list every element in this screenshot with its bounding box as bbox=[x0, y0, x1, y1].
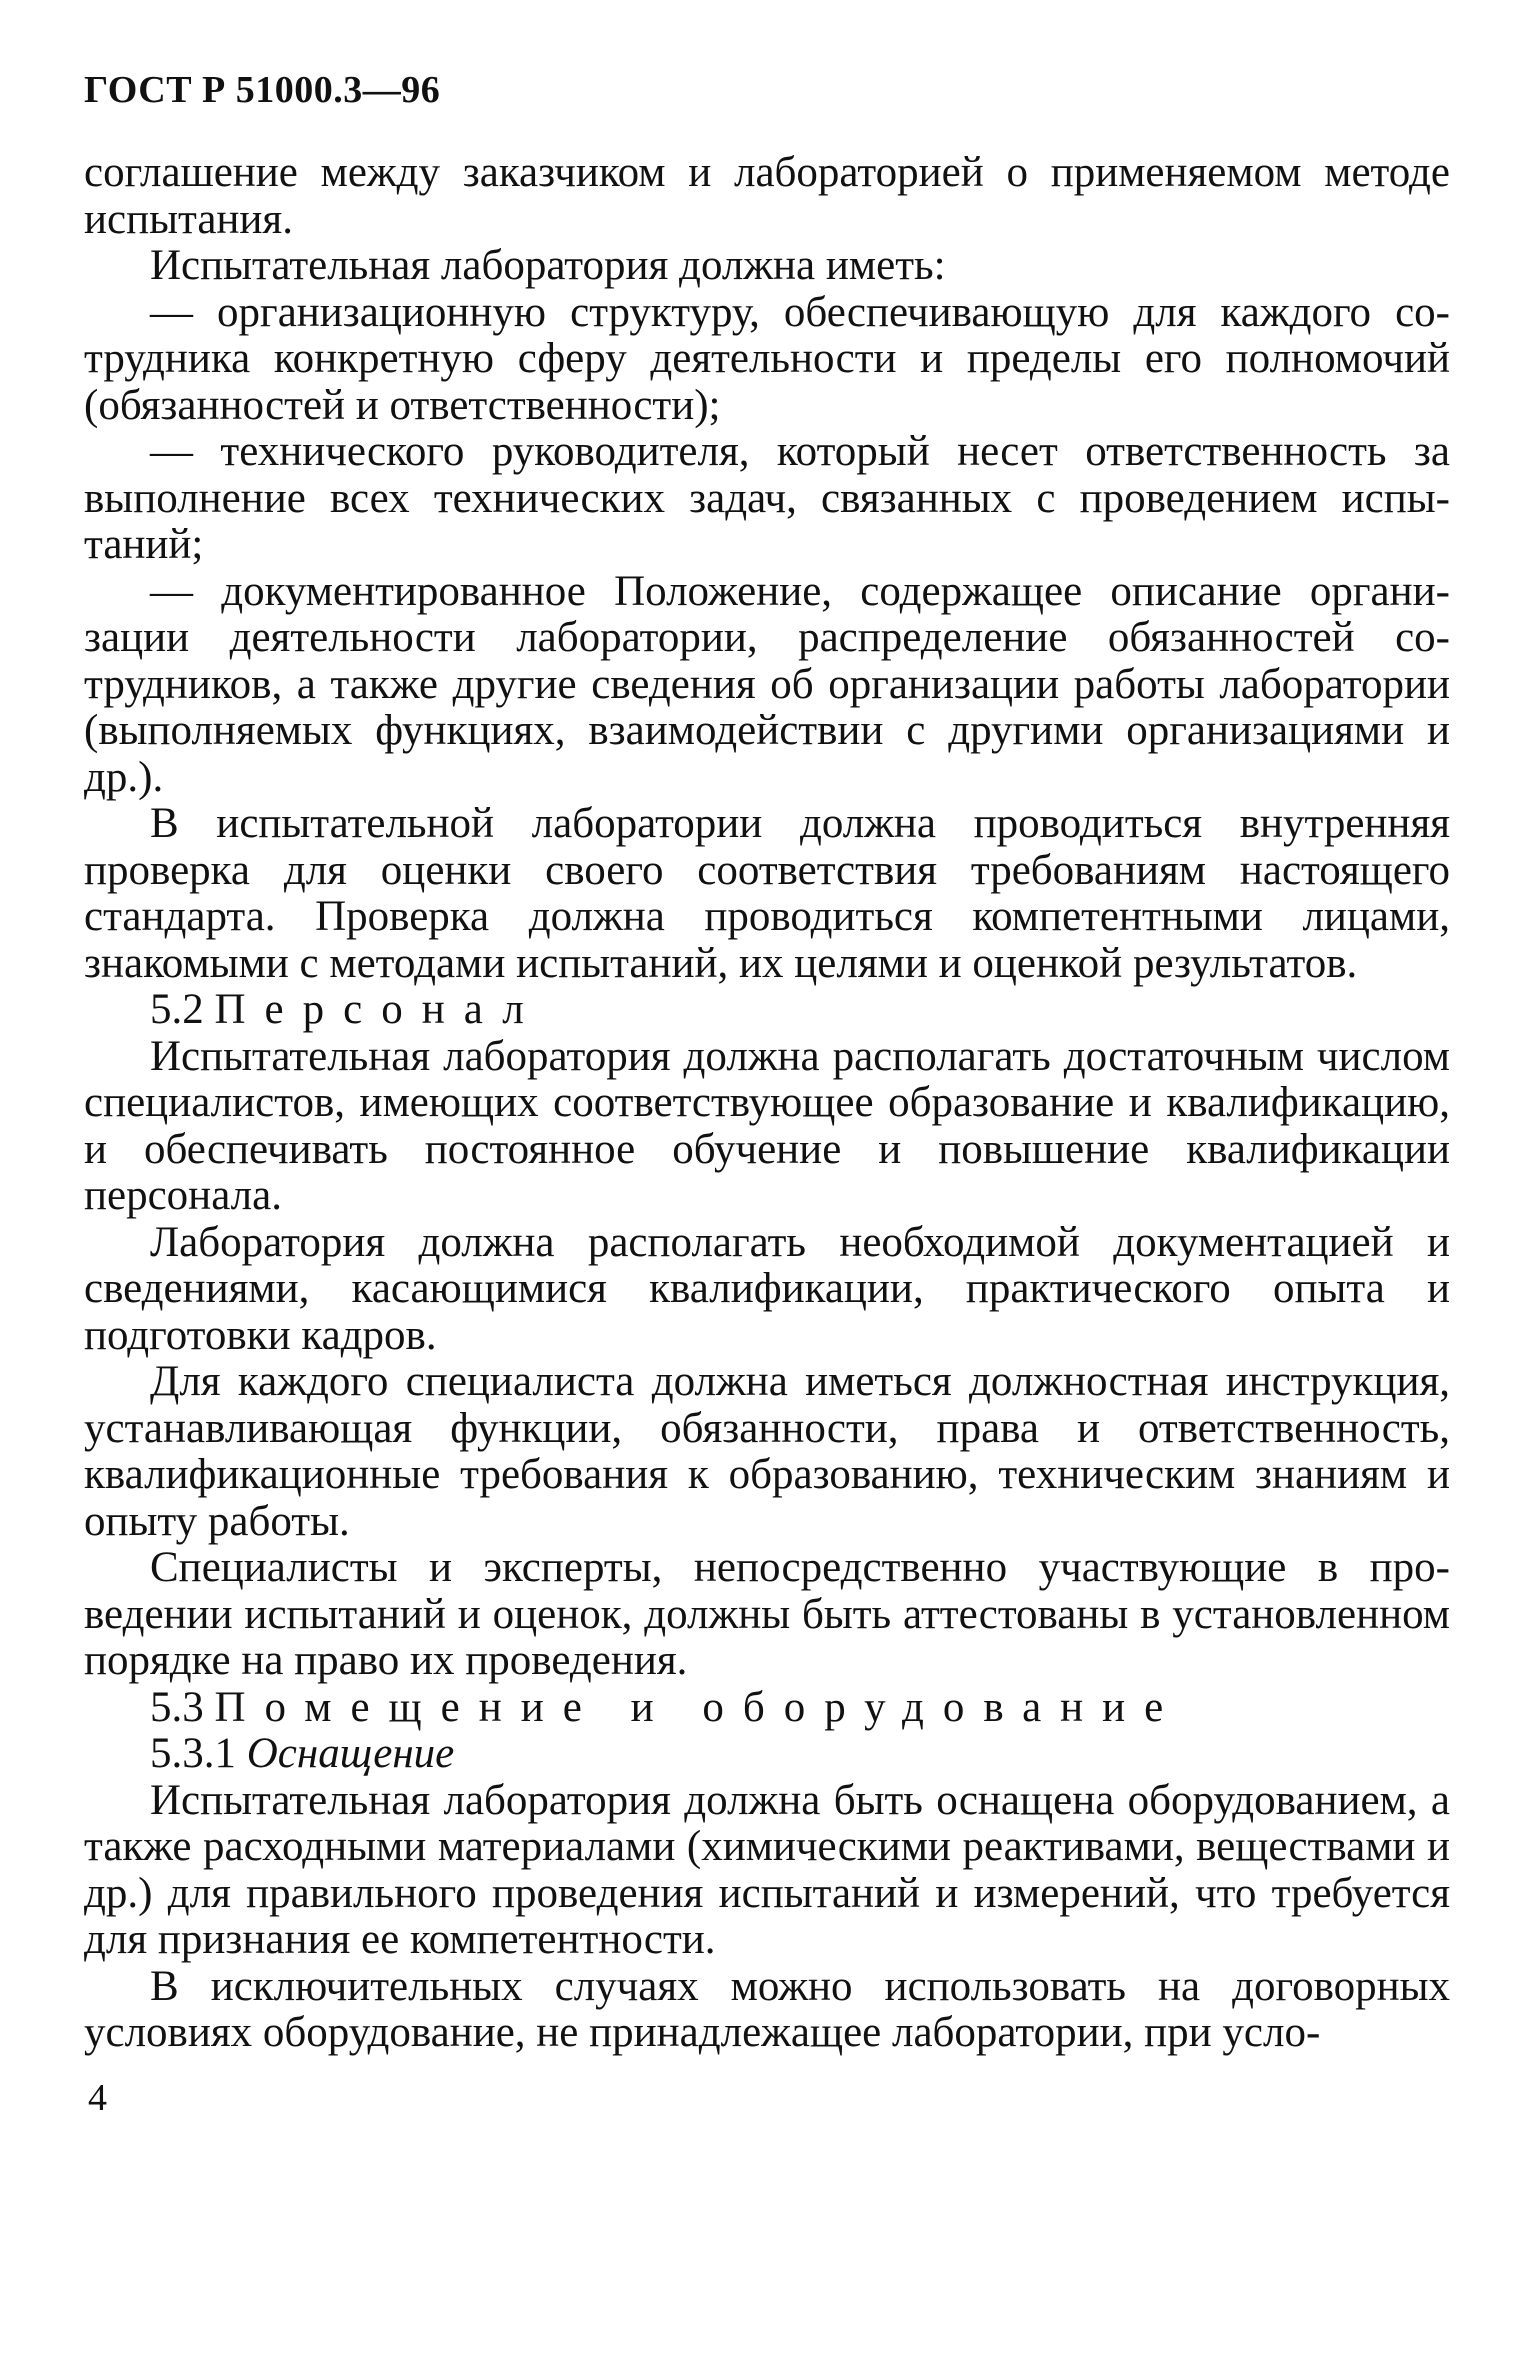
subsection-heading-5-3-1 bbox=[84, 1731, 1450, 1778]
paragraph-continuation: соглашение между заказчиком и лабораторией о применяемом методе испытания. bbox=[84, 149, 1450, 243]
paragraph-equipment-1: Испытательная лаборатория должна быть оснащена оборудованием, а также расходными материалами (химическими реактивами, веществами и др.) для правильного проведения испытаний и измерений, что требуется для признания ее компетентности. bbox=[84, 1776, 1450, 1963]
page-body bbox=[84, 150, 1450, 2057]
paragraph-internal-audit: В испытательной лаборатории должна проводиться внутренняя проверка для оценки своего соответствия требованиям настоящего стандарта. Проверка должна проводиться компетентными лицами, знакомыми с методами испытаний, их целями и оценкой результатов. bbox=[84, 800, 1450, 987]
subsection-title: Оснащение bbox=[246, 1730, 455, 1777]
list-item-structure: — организационную структуру, обеспечивающую для каждого сотрудника конкретную сферу деятельности и пределы его полномочий (обязанностей и ответственности); bbox=[84, 288, 1450, 429]
section-title: Персонал bbox=[214, 986, 543, 1033]
section-heading-5-2 bbox=[84, 987, 1450, 1034]
paragraph-personnel-1: Испытательная лаборатория должна располагать достаточным числом специалистов, имеющих соответствующее образование и квалификацию, и обеспечивать постоянное обучение и повышение квалификации персонала. bbox=[84, 1032, 1450, 1219]
paragraph-personnel-3: Для каждого специалиста должна иметься должностная инструкция, устанавливающая функции, обязанности, права и ответственность, квалификационные требования к образованию, техническим знаниям и опыту работы. bbox=[84, 1358, 1450, 1545]
paragraph-personnel-4: Специалисты и эксперты, непосредственно участвующие в проведении испытаний и оценок, должны быть аттестованы в установленном порядке на право их проведения. bbox=[84, 1544, 1450, 1684]
paragraph-equipment-2: В исключительных случаях можно использовать на договорных условиях оборудование, не принадлежащее лаборатории, при усло- bbox=[84, 1962, 1450, 2056]
section-heading-5-3 bbox=[84, 1685, 1450, 1732]
section-number: 5.3 bbox=[150, 1683, 204, 1731]
paragraph-lab-must-have: Испытательная лаборатория должна иметь: bbox=[150, 242, 946, 289]
page-header-doc-code: ГОСТ Р 51000.3—96 bbox=[84, 69, 441, 111]
section-number: 5.2 bbox=[150, 986, 204, 1033]
page-number: 4 bbox=[88, 2077, 107, 2119]
paragraph-personnel-2: Лаборатория должна располагать необходимой документацией и сведениями, касающимися квалификации, практического опыта и подготовки кадров. bbox=[84, 1218, 1450, 1359]
list-item-tech-head: — технического руководителя, который несет ответственность за выполнение всех технических задач, связанных с проведением испытаний; bbox=[84, 428, 1450, 568]
subsection-number: 5.3.1 bbox=[150, 1730, 236, 1777]
list-item-regulation: — документированное Положение, содержащее описание организации деятельности лаборатории, распределение обязанностей сотрудников, а также другие сведения об организации работы лаборатории (выполняемых функциях, взаимодействии с другими организациями и др.). bbox=[84, 567, 1450, 801]
section-title: Помещение и оборудование bbox=[214, 1683, 1183, 1731]
